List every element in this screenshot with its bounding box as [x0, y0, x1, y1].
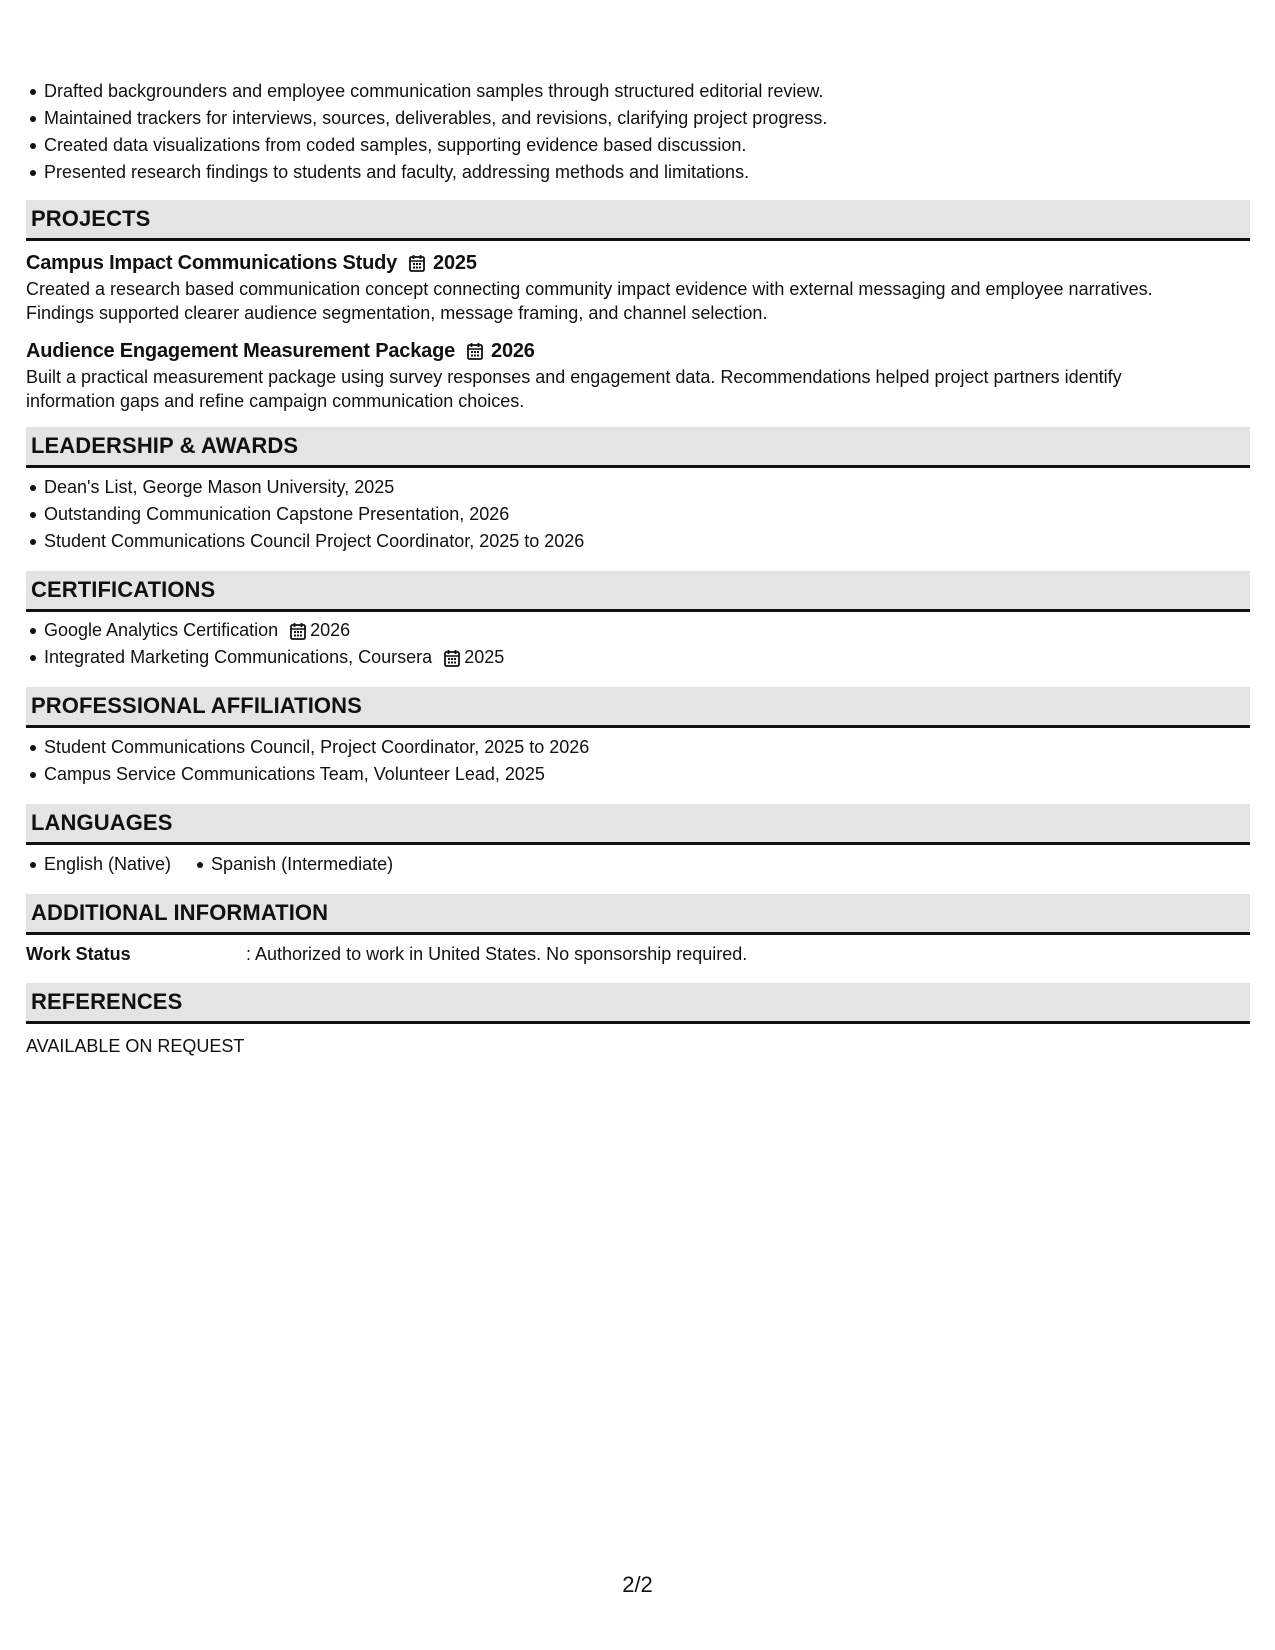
certifications-list: [26, 617, 1250, 671]
certifications-heading: CERTIFICATIONS: [26, 571, 1250, 612]
project-description: information gaps and refine campaign communication choices.: [26, 391, 525, 411]
additional-info-heading: ADDITIONAL INFORMATION: [26, 894, 1250, 935]
affiliations-list: [26, 734, 1250, 788]
project-year: 2026: [491, 340, 535, 362]
project-description: Created a research based communication concept connecting community impact evidence with external messaging and employee narratives.: [26, 279, 1153, 299]
references-heading: REFERENCES: [26, 983, 1250, 1024]
languages-heading: LANGUAGES: [26, 804, 1250, 845]
work-status-row: [26, 941, 1250, 967]
languages-list: [26, 851, 1250, 878]
page-number: 2/2: [622, 1572, 653, 1597]
references-text: AVAILABLE ON REQUEST: [26, 1036, 245, 1056]
list-item: Student Communications Council Project Coordinator, 2025 to 2026: [26, 528, 1250, 555]
project-entry: [26, 249, 1250, 325]
projects-heading: PROJECTS: [26, 200, 1250, 241]
experience-bullet-list: [26, 78, 1250, 186]
list-item: Maintained trackers for interviews, sources, deliverables, and revisions, clarifying project progress.: [26, 105, 1250, 132]
leadership-list: [26, 474, 1250, 555]
calendar-icon: [290, 622, 306, 640]
project-year: 2025: [433, 252, 477, 274]
project-description: Built a practical measurement package using survey responses and engagement data. Recommendations helped project partners identify: [26, 367, 1122, 387]
project-title: Audience Engagement Measurement Package: [26, 340, 456, 362]
calendar-icon: [444, 649, 460, 667]
list-item: [26, 617, 1250, 644]
list-item: Presented research findings to students and faculty, addressing methods and limitations.: [26, 159, 1250, 186]
project-title: Campus Impact Communications Study: [26, 252, 398, 274]
resume-page: [26, 78, 1250, 1059]
work-status-label: Work Status: [26, 944, 131, 964]
calendar-icon: [409, 254, 425, 272]
work-status-value: : Authorized to work in United States. No sponsorship required.: [246, 944, 748, 964]
project-entry: [26, 337, 1250, 413]
list-item: Campus Service Communications Team, Volunteer Lead, 2025: [26, 761, 1250, 788]
certification-year: 2026: [310, 620, 351, 640]
list-item: Created data visualizations from coded samples, supporting evidence based discussion.: [26, 132, 1250, 159]
certification-year: 2025: [464, 647, 505, 667]
list-item: Dean's List, George Mason University, 2025: [26, 474, 1250, 501]
calendar-icon: [467, 342, 483, 360]
affiliations-heading: PROFESSIONAL AFFILIATIONS: [26, 687, 1250, 728]
list-item: Outstanding Communication Capstone Presentation, 2026: [26, 501, 1250, 528]
leadership-heading: LEADERSHIP & AWARDS: [26, 427, 1250, 468]
certification-name: Google Analytics Certification: [44, 620, 279, 640]
list-item: Spanish (Intermediate): [193, 851, 393, 878]
list-item: Drafted backgrounders and employee communication samples through structured editorial review.: [26, 78, 1250, 105]
certification-name: Integrated Marketing Communications, Coursera: [44, 647, 433, 667]
list-item: Student Communications Council, Project Coordinator, 2025 to 2026: [26, 734, 1250, 761]
list-item: English (Native): [26, 851, 171, 878]
list-item: [26, 644, 1250, 671]
project-description: Findings supported clearer audience segmentation, message framing, and channel selection.: [26, 303, 768, 323]
